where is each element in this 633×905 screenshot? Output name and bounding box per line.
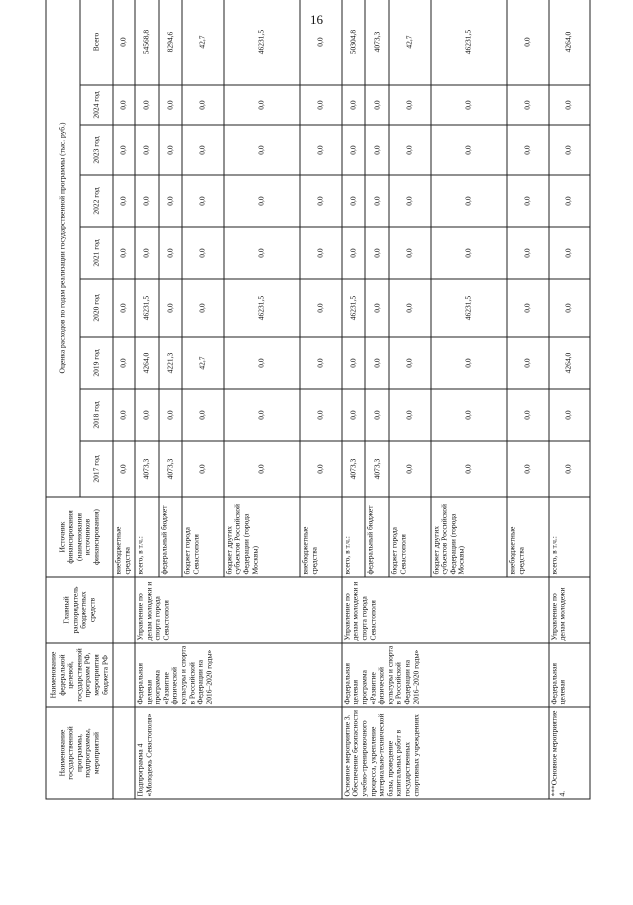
federal-program-cell: Федеральная целевая программа «Развитие физической культуры и спорта в Российской Федерации на 2016–2020 годы» (135, 643, 342, 707)
source-cell: всего, в т.ч.: (342, 497, 366, 577)
value-cell: 0,0 (300, 389, 341, 441)
value-cell: 0,0 (224, 389, 301, 441)
value-cell: 0,0 (431, 85, 508, 125)
value-cell: 0,0 (342, 227, 366, 279)
value-cell: 0,0 (159, 125, 183, 175)
value-cell: 0,0 (507, 389, 548, 441)
header-year: Всего (80, 0, 114, 85)
value-cell: 0,0 (113, 175, 135, 227)
value-cell: 0,0 (431, 441, 508, 497)
header-year: 2020 год (80, 279, 114, 337)
program-name-cell: Основное мероприятие 3. Обеспечение безопасности учебно-тренировочного процесса, укрепление материально-технической базы, проведение капитальных работ в государственных спортивных учреждениях (342, 707, 549, 799)
value-cell: 8294,6 (159, 0, 183, 85)
value-cell: 42,7 (182, 337, 223, 389)
value-cell: 0,0 (113, 441, 135, 497)
value-cell: 0,0 (159, 279, 183, 337)
value-cell: 4073,3 (135, 441, 159, 497)
value-cell: 0,0 (182, 389, 223, 441)
value-cell: 0,0 (182, 227, 223, 279)
value-cell: 0,0 (113, 85, 135, 125)
header-year: 2019 год (80, 337, 114, 389)
value-cell: 0,0 (182, 125, 223, 175)
value-cell: 0,0 (159, 175, 183, 227)
source-cell: внебюджетные средства (507, 497, 548, 577)
value-cell: 0,0 (549, 227, 590, 279)
block-main-event-3 (342, 0, 549, 799)
value-cell: 46231,5 (224, 0, 301, 85)
value-cell: 0,0 (365, 389, 389, 441)
header-year: 2021 год (80, 227, 114, 279)
value-cell: 0,0 (507, 279, 548, 337)
source-cell: бюджет города Севастополя (389, 497, 430, 577)
value-cell: 0,0 (389, 337, 430, 389)
value-cell: 4073,3 (342, 441, 366, 497)
value-cell: 0,0 (365, 85, 389, 125)
federal-program-cell: Федеральная целевая (549, 643, 590, 707)
value-cell: 0,0 (182, 279, 223, 337)
value-cell: 0,0 (300, 85, 341, 125)
header-federal: Наименование федеральной целевой, государственной программ РФ, мероприятия бюджета РФ (46, 643, 113, 707)
value-cell: 50304,8 (342, 0, 366, 85)
value-cell: 0,0 (342, 389, 366, 441)
value-cell: 0,0 (549, 85, 590, 125)
value-cell: 4264,0 (135, 337, 159, 389)
manager-cell: Управление по делам молодежи и спорта города Севастополя (135, 577, 342, 643)
value-cell: 0,0 (365, 279, 389, 337)
value-cell: 0,0 (182, 85, 223, 125)
value-cell: 0,0 (507, 337, 548, 389)
value-cell: 4073,3 (365, 441, 389, 497)
source-cell: всего, в т.ч.: (135, 497, 159, 577)
value-cell: 0,0 (431, 227, 508, 279)
value-cell: 0,0 (135, 125, 159, 175)
value-cell: 46231,5 (342, 279, 366, 337)
value-cell: 4073,3 (365, 0, 389, 85)
value-cell: 42,7 (182, 0, 223, 85)
source-cell: бюджет города Севастополя (182, 497, 223, 577)
header-manager: Главный распорядитель бюджетных средств (46, 577, 113, 643)
value-cell: 0,0 (431, 337, 508, 389)
program-name-cell: Подпрограмма 4 «Молодежь Севастополя» (135, 707, 342, 799)
value-cell: 0,0 (389, 85, 430, 125)
value-cell: 0,0 (135, 85, 159, 125)
value-cell: 0,0 (113, 279, 135, 337)
value-cell: 0,0 (224, 85, 301, 125)
value-cell: 0,0 (113, 0, 135, 85)
value-cell: 0,0 (431, 175, 508, 227)
value-cell: 4073,3 (159, 441, 183, 497)
value-cell: 0,0 (507, 441, 548, 497)
value-cell: 0,0 (365, 227, 389, 279)
value-cell: 0,0 (507, 85, 548, 125)
value-cell: 0,0 (159, 85, 183, 125)
value-cell: 0,0 (507, 0, 548, 85)
value-cell: 0,0 (389, 441, 430, 497)
value-cell: 0,0 (135, 227, 159, 279)
value-cell: 0,0 (300, 227, 341, 279)
value-cell: 0,0 (182, 175, 223, 227)
value-cell: 4264,0 (549, 337, 590, 389)
value-cell: 0,0 (300, 441, 341, 497)
source-cell: внебюджетные средства (300, 497, 341, 577)
empty-cell (113, 707, 135, 799)
value-cell: 4221,3 (159, 337, 183, 389)
value-cell: 0,0 (135, 389, 159, 441)
federal-program-cell: Федеральная целевая программа «Развитие физической культуры и спорта в Российской Федерации на 2016–2020 годы» (342, 643, 549, 707)
value-cell: 46231,5 (431, 0, 508, 85)
header-year: 2022 год (80, 175, 114, 227)
value-cell: 46231,5 (135, 279, 159, 337)
source-cell: федеральный бюджет (159, 497, 183, 577)
value-cell: 0,0 (113, 227, 135, 279)
value-cell: 0,0 (300, 125, 341, 175)
source-cell: бюджет других субъектов Российской Федерации (города Москвы) (224, 497, 301, 577)
header-source: Источник финансирования (наименования источников финансирования) (46, 497, 113, 577)
manager-cell: Управление по делам молодежи (549, 577, 590, 643)
source-cell: внебюджетные средства (113, 497, 135, 577)
value-cell: 0,0 (365, 125, 389, 175)
block-subprogram-4 (135, 0, 342, 799)
value-cell: 0,0 (342, 175, 366, 227)
value-cell: 0,0 (507, 125, 548, 175)
header-year: 2023 год (80, 125, 114, 175)
page-number: 16 (310, 12, 323, 27)
value-cell: 0,0 (365, 337, 389, 389)
value-cell: 42,7 (389, 0, 430, 85)
value-cell: 0,0 (224, 441, 301, 497)
value-cell: 0,0 (113, 389, 135, 441)
value-cell: 0,0 (389, 175, 430, 227)
value-cell: 0,0 (342, 337, 366, 389)
table-row (135, 0, 159, 799)
table-row (342, 0, 366, 799)
value-cell: 0,0 (300, 279, 341, 337)
value-cell: 0,0 (135, 175, 159, 227)
value-cell: 46231,5 (224, 279, 301, 337)
value-cell: 0,0 (549, 441, 590, 497)
header-row-1 (46, 0, 80, 799)
value-cell: 0,0 (159, 389, 183, 441)
value-cell: 0,0 (389, 389, 430, 441)
value-cell: 0,0 (549, 175, 590, 227)
header-span: Оценка расходов по годам реализации государственной программы (тыс. руб.) (46, 0, 80, 497)
value-cell: 0,0 (113, 125, 135, 175)
value-cell: 0,0 (389, 279, 430, 337)
empty-cell (113, 577, 135, 643)
value-cell: 0,0 (389, 125, 430, 175)
table-row (113, 0, 135, 799)
rotated-table-wrapper (46, 0, 591, 800)
value-cell: 0,0 (224, 125, 301, 175)
value-cell: 54568,8 (135, 0, 159, 85)
manager-cell: Управление по делам молодежи и спорта города Севастополя (342, 577, 549, 643)
source-cell: федеральный бюджет (365, 497, 389, 577)
expenses-table (46, 0, 591, 800)
value-cell: 0,0 (549, 125, 590, 175)
header-program: Наименование государственной программы, подпрограммы, мероприятий (46, 707, 113, 799)
value-cell: 0,0 (224, 227, 301, 279)
value-cell: 0,0 (507, 227, 548, 279)
value-cell: 4264,0 (549, 0, 590, 85)
header-year: 2018 год (80, 389, 114, 441)
header-year: 2024 год (80, 85, 114, 125)
source-cell: бюджет других субъектов Российской Федерации (города Москвы) (431, 497, 508, 577)
empty-cell (113, 643, 135, 707)
value-cell: 0,0 (159, 227, 183, 279)
value-cell: 0,0 (300, 337, 341, 389)
value-cell: 0,0 (182, 441, 223, 497)
value-cell: 0,0 (431, 389, 508, 441)
value-cell: 0,0 (389, 227, 430, 279)
header-year: 2017 год (80, 441, 114, 497)
value-cell: 0,0 (549, 389, 590, 441)
value-cell: 0,0 (342, 125, 366, 175)
value-cell: 0,0 (113, 337, 135, 389)
value-cell: 0,0 (342, 85, 366, 125)
value-cell: 0,0 (300, 0, 341, 85)
value-cell: 0,0 (549, 279, 590, 337)
table-row (549, 0, 590, 799)
value-cell: 0,0 (224, 175, 301, 227)
value-cell: 0,0 (224, 337, 301, 389)
value-cell: 0,0 (300, 175, 341, 227)
value-cell: 0,0 (365, 175, 389, 227)
source-cell: всего, в т.ч.: (549, 497, 590, 577)
value-cell: 0,0 (507, 175, 548, 227)
value-cell: 0,0 (431, 125, 508, 175)
program-name-cell: ***Основное мероприятие 4. (549, 707, 590, 799)
value-cell: 46231,5 (431, 279, 508, 337)
